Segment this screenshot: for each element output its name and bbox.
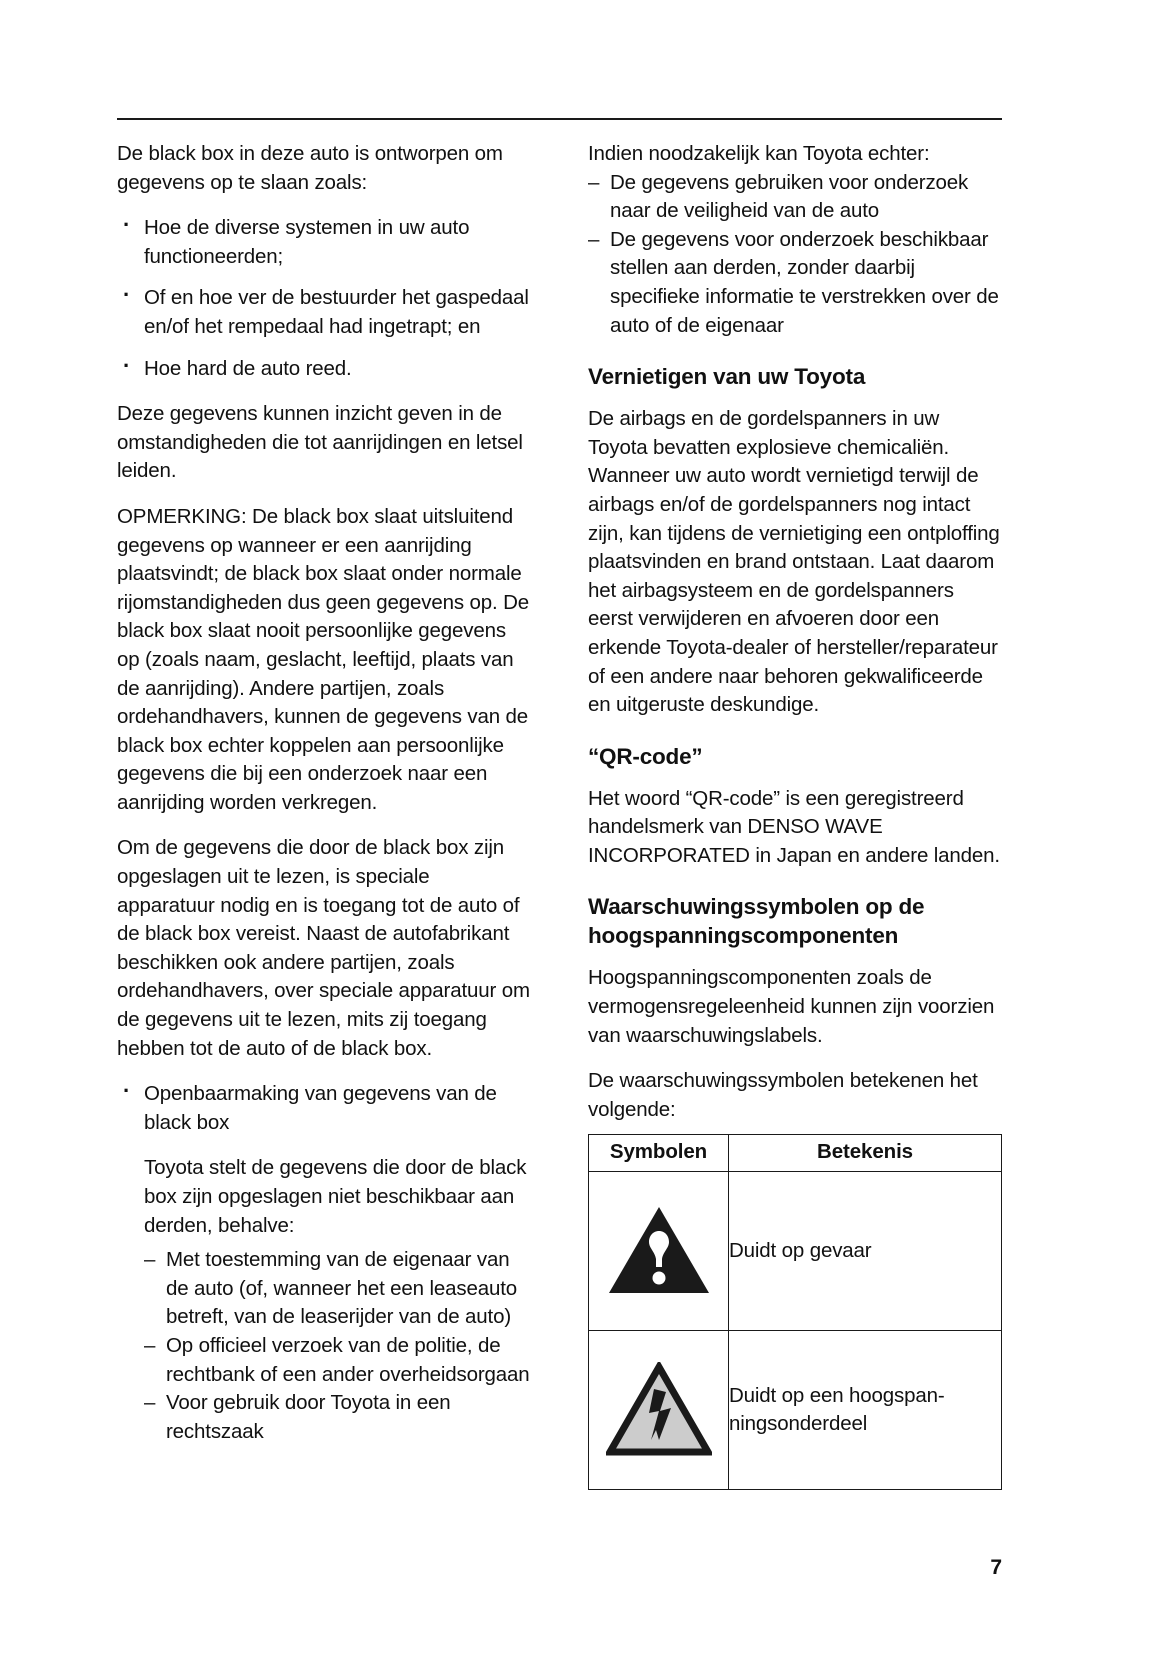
disclosure-intro: Toyota stelt de gegevens die door de black box zijn opgeslagen niet beschikbaar aan derden, behalve: xyxy=(144,1156,527,1237)
column-header-meaning: Betekenis xyxy=(729,1135,1002,1172)
list-item: – Met toestemming van de eigenaar van de auto (of, wanneer het een leaseauto betreft, van de leaserijder van de auto) xyxy=(144,1246,530,1332)
meaning-paragraph: De waarschuwingssymbolen betekenen het volgende: xyxy=(588,1069,978,1121)
meaning-text-high-voltage: Duidt op een hoogspan- ningsonderdeel xyxy=(729,1383,945,1436)
header-rule xyxy=(117,118,1002,120)
list-item: – De gegevens voor onderzoek beschikbaar stellen aan derden, zonder daarbij specifieke informatie te verstrekken over de auto of de eigenaar xyxy=(588,226,1001,340)
necessary-dash-list xyxy=(588,169,1001,341)
high-voltage-lightning-triangle-icon xyxy=(606,1362,712,1458)
list-item: · Openbaarmaking van gegevens van de black box xyxy=(117,1080,530,1137)
scrapping-paragraph: De airbags en de gordelspanners in uw Toyota bevatten explosieve chemicaliën. Wanneer uw auto wordt vernietigd terwijl de airbags en/of de gordelspanners nog intact zijn, kan tijdens de vernietiging een ontploffing plaatsvinden en brand ontstaan. Laat daarom het airbagsysteem en de gordelspanners eerst verwijderen en afvoeren door een erkende Toyota-dealer of hersteller/reparateur of een andere naar behoren gekwalificeerde en uitgeruste deskundige. xyxy=(588,407,1000,717)
page-number: 7 xyxy=(990,1556,1002,1579)
warning-triangle-exclamation-icon xyxy=(606,1203,712,1299)
list-item: – Op officieel verzoek van de politie, de rechtbank of een ander overheidsorgaan xyxy=(144,1332,530,1389)
heading-qr-code: “QR-code” xyxy=(588,743,703,769)
disclosure-body xyxy=(117,1154,530,1446)
storage-bullet-list xyxy=(117,214,530,383)
high-voltage-paragraph: Hoogspanningscomponenten zoals de vermogensregeleenheid kunnen zijn voorzien van waarschuwingslabels. xyxy=(588,966,995,1047)
meaning-cell-danger: Duidt op gevaar xyxy=(729,1172,1002,1331)
heading-warning-symbols: Waarschuwingssymbolen op de hoogspanningscomponenten xyxy=(588,894,925,949)
symbol-cell-danger xyxy=(589,1172,729,1331)
qr-paragraph: Het woord “QR-code” is een geregistreerd handelsmerk van DENSO WAVE INCORPORATED in Japan en andere landen. xyxy=(588,786,1000,867)
necessary-intro: Indien noodzakelijk kan Toyota echter: xyxy=(588,142,930,165)
symbol-cell-high-voltage xyxy=(589,1331,729,1490)
list-item: · Hoe hard de auto reed. xyxy=(117,355,530,384)
two-column-body xyxy=(117,140,1002,1490)
note-paragraph: OPMERKING: De black box slaat uitsluitend gegevens op wanneer er een aanrijding plaatsvindt; de black box slaat onder normale rijomstandigheden dus geen gegevens op. De black box slaat nooit persoonlijke gegevens op (zoals naam, geslacht, leeftijd, plaats van de aanrijding). Andere partijen, zoals ordehandhavers, kunnen de gegevens van de black box echter koppelen aan persoonlijke gegevens die bij een onderzoek naar een aanrijding worden verkregen. xyxy=(117,504,529,814)
table-header-row xyxy=(589,1135,1002,1172)
readout-paragraph: Om de gegevens die door de black box zijn opgeslagen uit te lezen, is speciale apparatuur nodig en is toegang tot de auto of de black box vereist. Naast de autofabrikant beschikken ook andere partijen, zoals ordehandhavers, over speciale apparatuur om de gegevens uit te lezen, mits zij toegang hebben tot de auto of de black box. xyxy=(117,836,530,1060)
list-item: – De gegevens gebruiken voor onderzoek naar de veiligheid van de auto xyxy=(588,169,1001,226)
warning-symbols-table xyxy=(588,1134,1002,1490)
left-column xyxy=(117,140,530,1490)
table-row xyxy=(589,1331,1002,1490)
intro-paragraph: De black box in deze auto is ontworpen om gegevens op te slaan zoals: xyxy=(117,142,503,194)
insight-paragraph: Deze gegevens kunnen inzicht geven in de omstandigheden die tot aanrijdingen en letsel leiden. xyxy=(117,402,523,483)
disclosure-bullet-list xyxy=(117,1080,530,1137)
table-row xyxy=(589,1172,1002,1331)
column-header-symbols: Symbolen xyxy=(589,1135,729,1172)
right-column xyxy=(588,140,1001,1490)
heading-scrapping: Vernietigen van uw Toyota xyxy=(588,364,866,390)
list-item: · Hoe de diverse systemen in uw auto functioneerden; xyxy=(117,214,530,271)
list-item: · Of en hoe ver de bestuurder het gaspedaal en/of het rempedaal had ingetrapt; en xyxy=(117,284,530,341)
meaning-cell-high-voltage xyxy=(729,1331,1002,1490)
list-item: – Voor gebruik door Toyota in een rechtszaak xyxy=(144,1389,530,1446)
disclosure-dash-list xyxy=(144,1246,530,1446)
